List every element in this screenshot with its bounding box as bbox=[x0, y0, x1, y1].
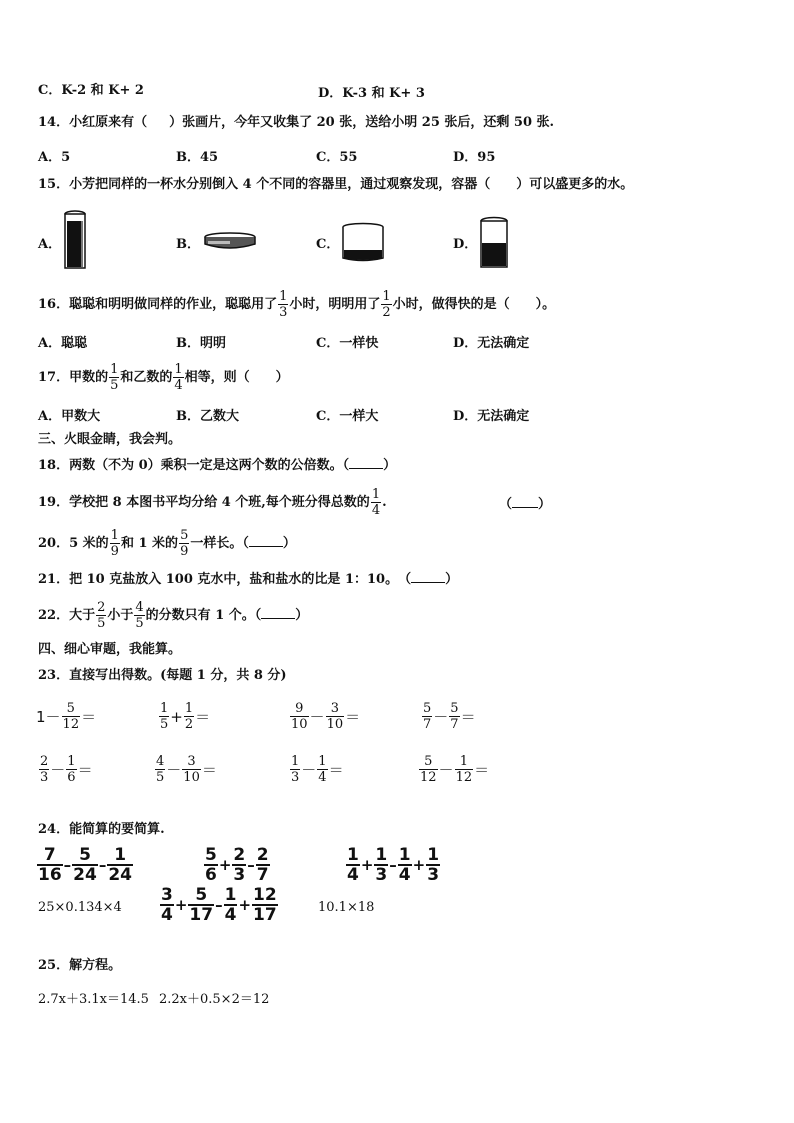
q20-part3: 一样长。（ bbox=[190, 536, 249, 551]
q20-frac2-den: 9 bbox=[180, 544, 189, 559]
q23-p5-a-num: 2 bbox=[40, 754, 49, 769]
q23-p5-eq: ＝ bbox=[77, 761, 93, 779]
q22-fraction-1 bbox=[96, 600, 106, 631]
q23-problem-2 bbox=[158, 701, 210, 732]
q24-e2-c-den: 7 bbox=[256, 865, 269, 885]
q24-e3-b-num: 1 bbox=[375, 845, 388, 865]
q23-p2-b-num: 1 bbox=[184, 701, 194, 716]
q22-part2: 小于 bbox=[107, 608, 134, 623]
q24-e2-frac-a bbox=[204, 846, 218, 884]
q23-p5-op: － bbox=[50, 761, 66, 779]
q23-p2-b-den: 2 bbox=[184, 717, 194, 732]
q24-e3-a-num: 1 bbox=[347, 845, 359, 865]
q24-expression-3 bbox=[345, 846, 441, 884]
q22-fraction-2 bbox=[134, 600, 144, 631]
q17-text bbox=[38, 362, 289, 393]
q24-e5-frac-d bbox=[252, 886, 278, 924]
q14-option-d: D．95 bbox=[453, 150, 496, 165]
q23-p7-frac-a bbox=[290, 754, 300, 785]
q17-frac1-num: 1 bbox=[110, 362, 119, 377]
q19-open: （ bbox=[499, 497, 513, 512]
q24-e1-b-num: 5 bbox=[72, 846, 98, 866]
q23-p5-frac-b bbox=[66, 754, 76, 785]
q22-text bbox=[38, 600, 308, 631]
q16-part1: 16．聪聪和明明做同样的作业，聪聪用了 bbox=[38, 297, 278, 312]
q23-p3-op: － bbox=[309, 708, 325, 726]
q22-part3: 的分数只有 1 个。（ bbox=[145, 608, 262, 623]
q24-expression-4: 25×0.134×4 bbox=[38, 900, 122, 915]
q23-p8-frac-b bbox=[455, 754, 474, 785]
q23-p4-frac-b bbox=[449, 701, 459, 732]
q21-text bbox=[38, 571, 458, 589]
q22-frac1-num: 2 bbox=[97, 600, 106, 615]
q16-fraction-2 bbox=[381, 289, 391, 320]
q23-p8-frac-a bbox=[419, 754, 438, 785]
q25-text: 25．解方程。 bbox=[38, 958, 122, 973]
q22-frac2-num: 4 bbox=[135, 600, 144, 615]
q16-part2: 小时，明明用了 bbox=[289, 297, 381, 312]
q18-text bbox=[38, 457, 396, 475]
q16-option-c: C．一样快 bbox=[316, 336, 379, 351]
q13-option-c: C．K-2 和 K+ 2 bbox=[38, 83, 144, 98]
q23-p6-eq: ＝ bbox=[201, 761, 217, 779]
q23-text: 23．直接写出得数。(每题 1 分，共 8 分) bbox=[38, 668, 287, 683]
q23-p6-frac-b bbox=[182, 754, 201, 785]
q24-e5-op3: + bbox=[238, 896, 252, 914]
q23-p3-eq: ＝ bbox=[345, 708, 361, 726]
q24-e3-a-den: 4 bbox=[347, 865, 359, 885]
q17-part3: 相等，则（ ） bbox=[184, 370, 289, 385]
q23-p4-a-num: 5 bbox=[423, 701, 432, 716]
q23-p2-a-den: 5 bbox=[160, 717, 169, 732]
q16-frac1-num: 1 bbox=[279, 289, 288, 304]
q16-text bbox=[38, 289, 555, 320]
q15-label-c: C． bbox=[316, 237, 340, 252]
q19-statement: 19．学校把 8 本图书平均分给 4 个班,每个班分得总数的 bbox=[38, 495, 370, 510]
q20-part2: 和 1 米的 bbox=[120, 536, 179, 551]
q23-p6-op: － bbox=[166, 761, 182, 779]
q16-frac2-num: 1 bbox=[382, 289, 391, 304]
q23-p3-frac-a bbox=[290, 701, 309, 732]
q19-answer bbox=[499, 493, 551, 512]
q23-problem-1 bbox=[36, 701, 96, 732]
q24-e1-op2: – bbox=[98, 856, 107, 874]
q21-statement: 21．把 10 克盐放入 100 克水中，盐和盐水的比是 1：10。 （ bbox=[38, 572, 412, 587]
q14-text-a: 小红原来有（ bbox=[69, 115, 148, 130]
q23-problem-3 bbox=[289, 701, 360, 732]
q24-expression-2 bbox=[203, 846, 271, 884]
q24-e3-c-den: 4 bbox=[398, 865, 411, 885]
q16-frac2-den: 2 bbox=[382, 305, 391, 320]
q23-p5-frac-a bbox=[39, 754, 49, 785]
q24-e2-frac-b bbox=[232, 846, 246, 884]
q23-p7-frac-b bbox=[317, 754, 327, 785]
q24-e1-b-den: 24 bbox=[73, 865, 97, 885]
q24-e1-frac-b bbox=[72, 846, 98, 884]
q15-label-a: A． bbox=[38, 237, 62, 252]
q19-text bbox=[38, 487, 387, 518]
section-3-heading: 三、火眼金睛，我会判。 bbox=[38, 432, 182, 447]
q24-e3-frac-d bbox=[426, 846, 440, 884]
container-b-image bbox=[202, 230, 258, 252]
q23-problem-4 bbox=[421, 701, 476, 732]
q20-part1: 20．5 米的 bbox=[38, 536, 109, 551]
q24-e5-frac-b bbox=[188, 886, 214, 924]
q24-e5-op2: – bbox=[215, 896, 223, 914]
q25-equation-2: 2.2x＋0.5×2＝12 bbox=[159, 992, 270, 1007]
q24-e3-frac-a bbox=[346, 846, 360, 884]
q20-fraction-2 bbox=[179, 528, 189, 559]
q17-part2: 和乙数的 bbox=[120, 370, 173, 385]
section-4-heading: 四、细心审题，我能算。 bbox=[38, 642, 182, 657]
q24-e5-a-num: 3 bbox=[161, 885, 173, 905]
q19-fraction bbox=[371, 487, 381, 518]
q19-frac-num: 1 bbox=[371, 487, 381, 502]
q24-e2-a-num: 5 bbox=[205, 845, 217, 865]
q24-e2-op2: – bbox=[247, 856, 255, 874]
q23-p7-a-num: 1 bbox=[291, 754, 300, 769]
q23-p4-eq: ＝ bbox=[460, 708, 476, 726]
q24-e1-frac-c bbox=[107, 846, 133, 884]
q17-option-d: D．无法确定 bbox=[453, 409, 530, 424]
q18-answer-blank[interactable] bbox=[349, 458, 383, 469]
q25-equation-1: 2.7x＋3.1x＝14.5 bbox=[38, 992, 149, 1007]
q22-close: ） bbox=[295, 608, 309, 623]
q23-problem-7 bbox=[289, 754, 344, 785]
q23-p8-a-den: 12 bbox=[420, 770, 437, 785]
q24-e5-c-den: 4 bbox=[224, 905, 237, 925]
q20-frac1-den: 9 bbox=[110, 544, 119, 559]
q24-e5-frac-a bbox=[160, 886, 174, 924]
q24-e5-frac-c bbox=[224, 886, 238, 924]
q23-problem-5 bbox=[38, 754, 93, 785]
q22-frac2-den: 5 bbox=[135, 616, 144, 631]
q20-frac2-num: 5 bbox=[180, 528, 189, 543]
q23-p3-frac-b bbox=[326, 701, 345, 732]
q20-fraction-1 bbox=[110, 528, 120, 559]
q23-p8-b-den: 12 bbox=[455, 770, 473, 785]
q23-p2-frac-b bbox=[184, 701, 194, 732]
q23-p7-eq: ＝ bbox=[328, 761, 344, 779]
q23-p4-b-den: 7 bbox=[450, 717, 459, 732]
q23-p8-eq: ＝ bbox=[474, 761, 490, 779]
q23-p2-a-num: 1 bbox=[160, 701, 169, 716]
q22-part1: 22．大于 bbox=[38, 608, 96, 623]
q24-e3-d-den: 3 bbox=[427, 865, 440, 885]
q24-e1-frac-a bbox=[37, 846, 63, 884]
q17-fraction-1 bbox=[109, 362, 119, 393]
q15-label-d: D． bbox=[453, 237, 478, 252]
q23-p4-op: － bbox=[433, 708, 449, 726]
q17-frac1-den: 5 bbox=[110, 378, 119, 393]
q24-e5-d-den: 17 bbox=[253, 905, 277, 925]
q24-e3-d-num: 1 bbox=[427, 845, 440, 865]
q23-p6-a-den: 5 bbox=[156, 770, 165, 785]
q23-p2-op: + bbox=[170, 707, 183, 726]
q14-option-c: C．55 bbox=[316, 150, 358, 165]
q21-close: ） bbox=[445, 572, 459, 587]
q17-option-c: C．一样大 bbox=[316, 409, 379, 424]
q13-option-d: D．K-3 和 K+ 3 bbox=[318, 86, 425, 101]
q14-text bbox=[38, 114, 554, 132]
q18-close: ） bbox=[383, 458, 397, 473]
q23-p7-b-den: 4 bbox=[318, 770, 327, 785]
q24-e1-c-num: 1 bbox=[107, 846, 133, 866]
q20-text bbox=[38, 528, 296, 559]
q23-p7-a-den: 3 bbox=[291, 770, 300, 785]
q15-text: 15．小芳把同样的一杯水分别倒入 4 个不同的容器里，通过观察发现，容器（ ）可以盛更多的水。 bbox=[38, 177, 634, 192]
q23-problem-8 bbox=[418, 754, 489, 785]
q17-option-a: A．甲数大 bbox=[38, 409, 101, 424]
q23-p4-a-den: 7 bbox=[423, 717, 432, 732]
q14-text-b: ）张画片，今年又收集了 20 张，送给小明 25 张后，还剩 50 张. bbox=[169, 115, 555, 130]
q17-part1: 17．甲数的 bbox=[38, 370, 109, 385]
q24-e5-op1: + bbox=[174, 896, 188, 914]
q23-p5-a-den: 3 bbox=[40, 770, 49, 785]
q20-close: ） bbox=[282, 536, 296, 551]
q14-option-a: A．5 bbox=[38, 150, 71, 165]
q24-e3-frac-b bbox=[374, 846, 388, 884]
q24-e5-c-num: 1 bbox=[224, 885, 237, 905]
q16-part3: 小时，做得快的是（ ）。 bbox=[392, 297, 556, 312]
q23-p6-b-den: 10 bbox=[183, 770, 200, 785]
q14-option-b: B．45 bbox=[176, 150, 219, 165]
q19-answer-blank[interactable] bbox=[512, 497, 538, 508]
q24-e3-op2: – bbox=[389, 856, 397, 874]
q24-e2-a-den: 6 bbox=[205, 865, 217, 885]
q23-p1-eq: ＝ bbox=[81, 708, 97, 726]
q24-text: 24．能简算的要简算. bbox=[38, 822, 165, 837]
q23-problem-6 bbox=[154, 754, 217, 785]
q24-e2-op1: + bbox=[218, 856, 232, 874]
q18-statement: 18．两数（不为 0）乘积一定是这两个数的公倍数。（ bbox=[38, 458, 350, 473]
q23-p2-eq: ＝ bbox=[195, 708, 211, 726]
q23-p8-a-num: 5 bbox=[419, 754, 438, 770]
q24-expression-6: 10.1×18 bbox=[318, 900, 375, 915]
q23-p3-a-den: 10 bbox=[291, 717, 308, 732]
q22-answer-blank[interactable] bbox=[261, 608, 295, 619]
q24-e1-op1: – bbox=[63, 856, 72, 874]
q17-fraction-2 bbox=[173, 362, 183, 393]
q23-p1-lead: 1－ bbox=[36, 708, 61, 726]
q23-p6-a-num: 4 bbox=[156, 754, 165, 769]
q17-option-b: B．乙数大 bbox=[176, 409, 239, 424]
q23-p1-frac bbox=[62, 701, 81, 732]
q23-p5-b-num: 1 bbox=[67, 754, 76, 769]
q23-p7-op: － bbox=[301, 761, 317, 779]
q16-option-d: D．无法确定 bbox=[453, 336, 530, 351]
q23-p8-op: － bbox=[438, 761, 454, 779]
q24-e5-b-num: 5 bbox=[188, 886, 214, 906]
q22-frac1-den: 5 bbox=[97, 616, 106, 631]
q24-e3-b-den: 3 bbox=[375, 865, 388, 885]
q20-answer-blank[interactable] bbox=[249, 536, 283, 547]
q24-e5-b-den: 17 bbox=[189, 905, 214, 925]
q15-label-b: B． bbox=[176, 237, 200, 252]
q23-p4-frac-a bbox=[422, 701, 432, 732]
q24-e2-c-num: 2 bbox=[256, 845, 269, 865]
q19-close: ） bbox=[538, 497, 552, 512]
q23-p3-b-den: 10 bbox=[326, 717, 344, 732]
container-d-image bbox=[478, 216, 510, 270]
q24-e3-op3: + bbox=[412, 856, 426, 874]
q24-e1-a-den: 16 bbox=[38, 865, 62, 885]
q23-p3-a-num: 9 bbox=[290, 701, 309, 717]
q16-option-b: B．明明 bbox=[176, 336, 226, 351]
q19-frac-den: 4 bbox=[371, 503, 381, 518]
q24-e3-frac-c bbox=[398, 846, 412, 884]
q23-p1-num: 5 bbox=[62, 701, 81, 717]
q23-p1-den: 12 bbox=[62, 717, 80, 732]
q24-e3-op1: + bbox=[360, 856, 374, 874]
q23-p6-frac-a bbox=[155, 754, 165, 785]
q24-e2-b-num: 2 bbox=[233, 845, 246, 865]
container-a-image bbox=[62, 209, 88, 271]
q23-p2-frac-a bbox=[159, 701, 169, 732]
q16-frac1-den: 3 bbox=[279, 305, 288, 320]
q24-expression-5 bbox=[159, 886, 279, 924]
q23-p8-b-num: 1 bbox=[455, 754, 474, 770]
q23-p7-b-num: 1 bbox=[318, 754, 327, 769]
q24-expression-1 bbox=[36, 846, 134, 884]
q24-e5-d-num: 12 bbox=[253, 885, 277, 905]
q24-e2-frac-c bbox=[256, 846, 270, 884]
q24-e1-a-num: 7 bbox=[37, 846, 63, 866]
q20-frac1-num: 1 bbox=[110, 528, 119, 543]
q24-e3-c-num: 1 bbox=[398, 845, 411, 865]
q24-e2-b-den: 3 bbox=[233, 865, 246, 885]
container-c-image bbox=[340, 222, 386, 264]
q17-frac2-den: 4 bbox=[174, 378, 183, 393]
q24-e1-c-den: 24 bbox=[108, 865, 133, 885]
q16-option-a: A．聪聪 bbox=[38, 336, 88, 351]
q23-p5-b-den: 6 bbox=[67, 770, 76, 785]
q23-p3-b-num: 3 bbox=[326, 701, 345, 717]
q23-p4-b-num: 5 bbox=[450, 701, 459, 716]
q17-frac2-num: 1 bbox=[174, 362, 183, 377]
q21-answer-blank[interactable] bbox=[411, 572, 445, 583]
q19-period: . bbox=[382, 495, 387, 510]
q23-p6-b-num: 3 bbox=[182, 754, 201, 770]
q16-fraction-1 bbox=[278, 289, 288, 320]
q24-e5-a-den: 4 bbox=[161, 905, 173, 925]
q14-number: 14． bbox=[38, 115, 70, 130]
